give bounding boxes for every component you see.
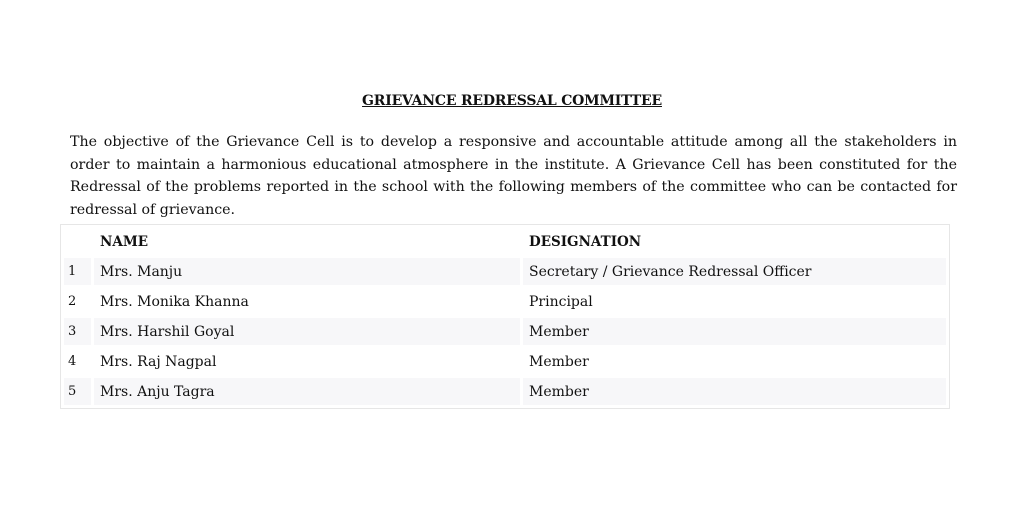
- table-row: [64, 288, 946, 315]
- table-row: [64, 318, 946, 345]
- member-name: Mrs. Raj Nagpal: [94, 348, 520, 375]
- member-name: Mrs. Anju Tagra: [94, 378, 520, 405]
- table-row: [64, 348, 946, 375]
- row-number: 2: [64, 288, 91, 315]
- row-number: 1: [64, 258, 91, 285]
- table-header-row: [64, 228, 946, 255]
- page-title: GRIEVANCE REDRESSAL COMMITTEE: [362, 93, 662, 109]
- member-designation: Member: [523, 318, 946, 345]
- header-number: [64, 228, 91, 255]
- objective-paragraph: The objective of the Grievance Cell is to develop a responsive and accountable attitude among all the stakeholders in order to maintain a harmonious educational atmosphere in the institute. A Grievance Cell has been constituted for the Redressal of the problems reported in the school with the following members of the committee who can be contacted for redressal of grievance.: [70, 134, 957, 218]
- row-number: 3: [64, 318, 91, 345]
- member-designation: Member: [523, 348, 946, 375]
- member-name: Mrs. Harshil Goyal: [94, 318, 520, 345]
- member-name: Mrs. Monika Khanna: [94, 288, 520, 315]
- row-number: 5: [64, 378, 91, 405]
- table-row: [64, 258, 946, 285]
- member-designation: Member: [523, 378, 946, 405]
- member-designation: Principal: [523, 288, 946, 315]
- committee-table: [60, 224, 950, 409]
- header-name: NAME: [94, 228, 520, 255]
- row-number: 4: [64, 348, 91, 375]
- header-designation: DESIGNATION: [523, 228, 946, 255]
- member-name: Mrs. Manju: [94, 258, 520, 285]
- committee-table-container: [60, 224, 950, 409]
- member-designation: Secretary / Grievance Redressal Officer: [523, 258, 946, 285]
- table-row: [64, 378, 946, 405]
